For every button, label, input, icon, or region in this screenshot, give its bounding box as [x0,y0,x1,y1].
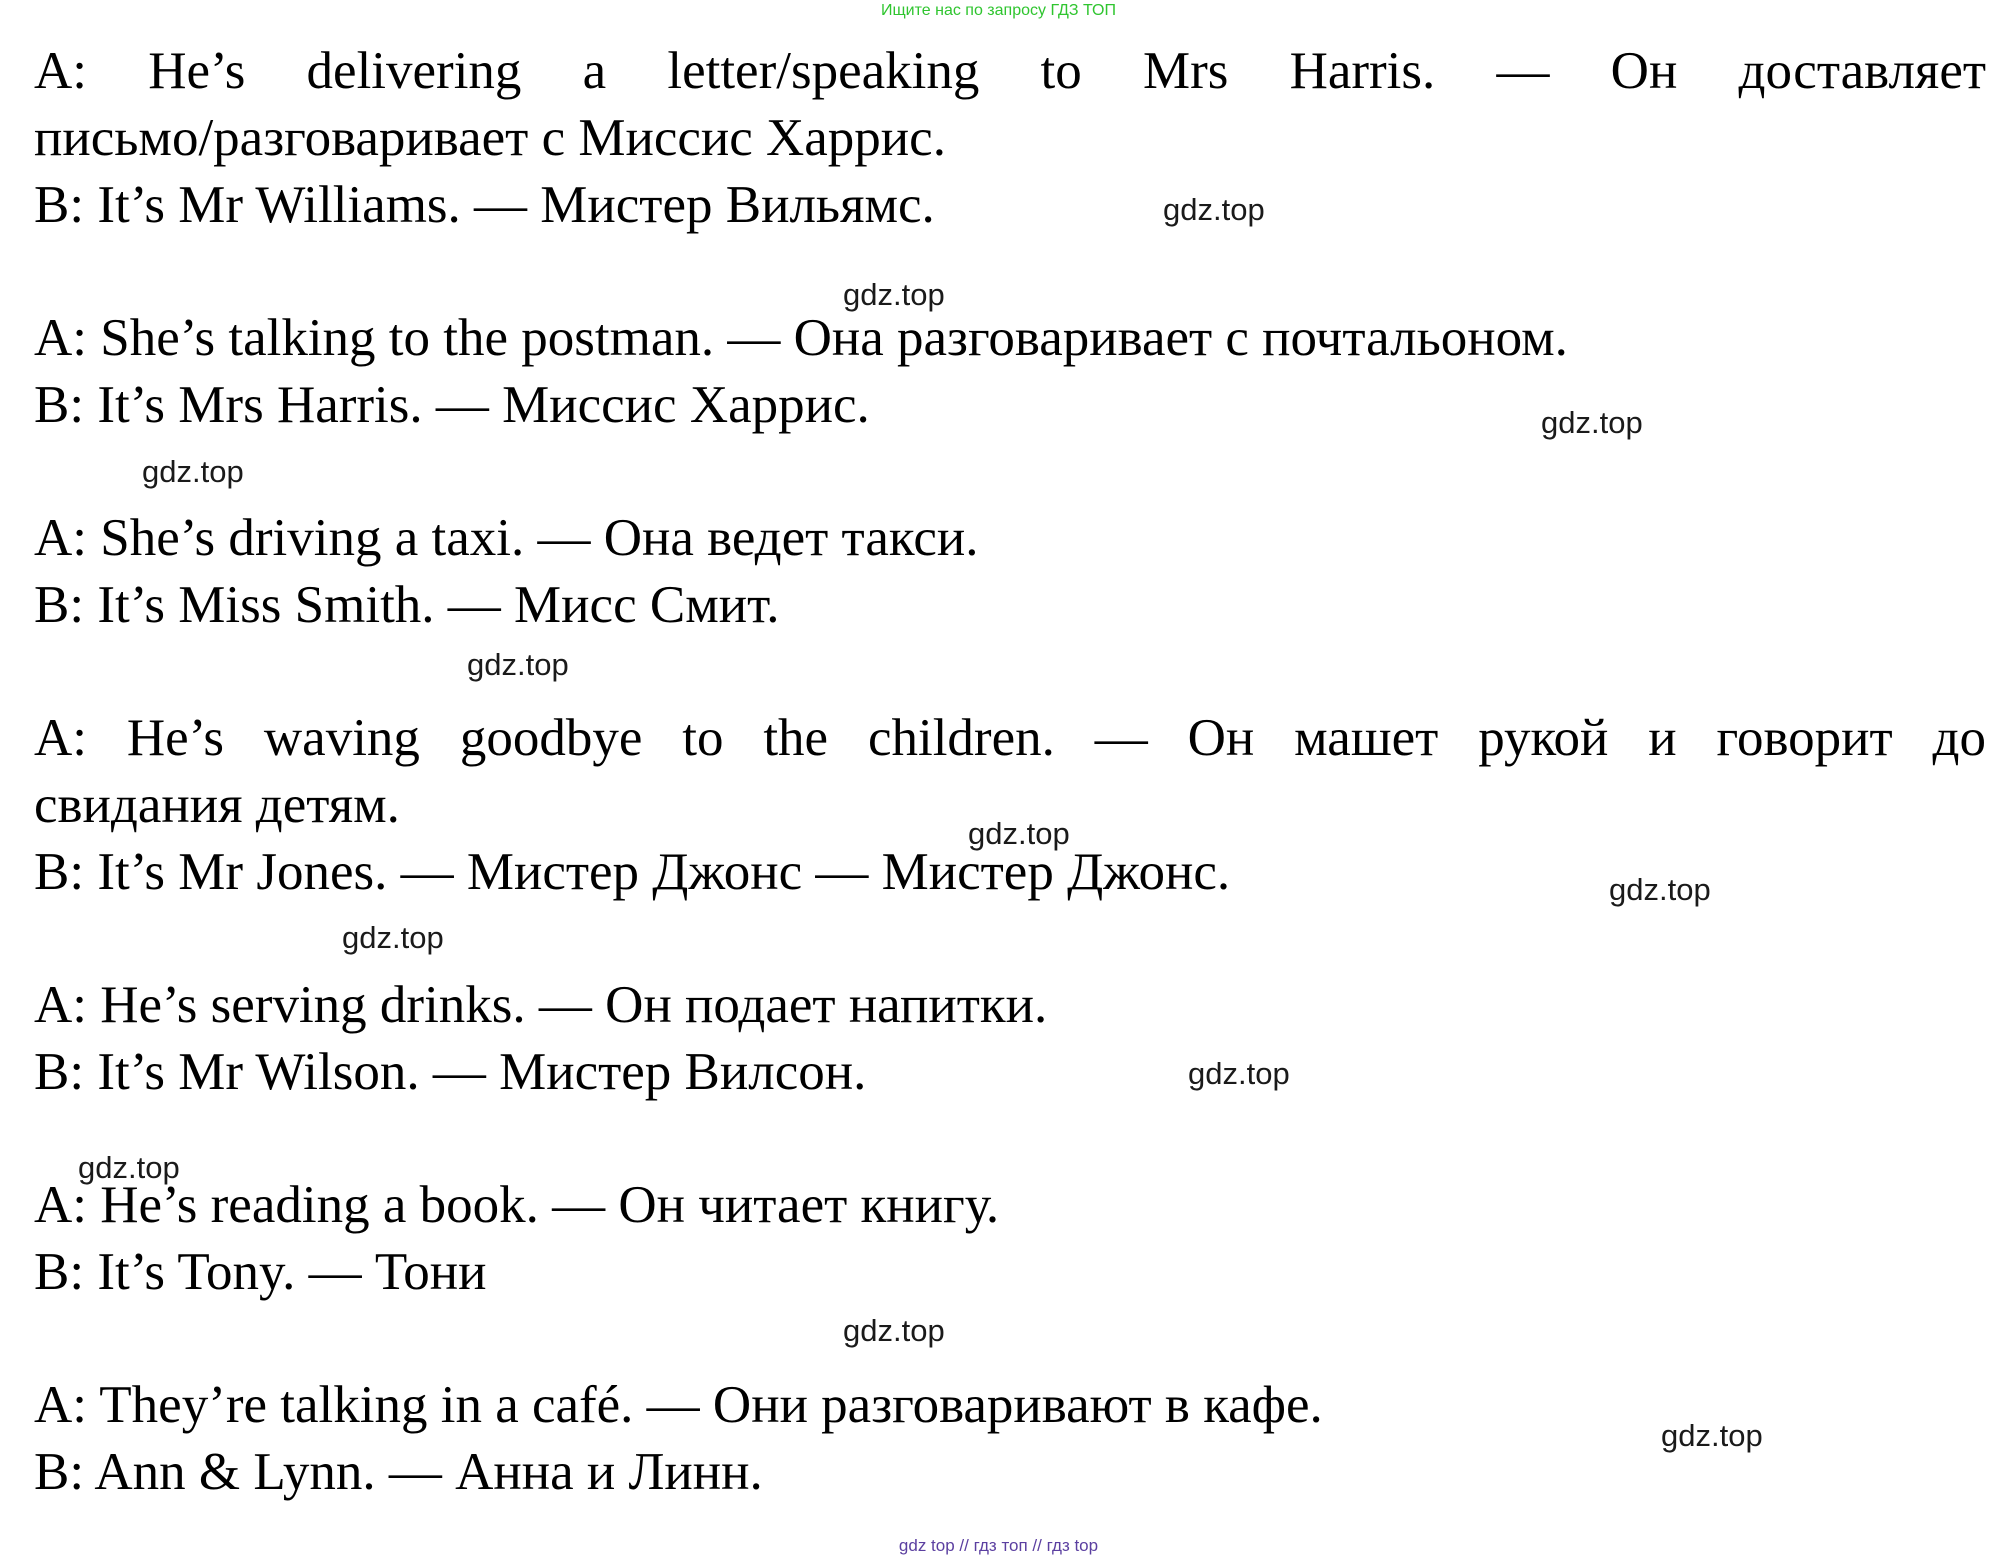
answer-a-line: A: She’s talking to the postman. — Она разговаривает с почтальоном. [34,309,1568,367]
answer-a [34,38,1986,172]
answer-a-line-2: письмо/разговаривает с Миссис Харрис. [34,109,946,167]
watermark: gdz.top [968,816,1070,851]
watermark: gdz.top [1163,192,1265,227]
answer-a-line: A: He’s reading a book. — Он читает книгу. [34,1176,1000,1234]
answer-a-line-2: свидания детям. [34,776,400,834]
dialogue-1 [34,38,1986,239]
watermark: gdz.top [1541,405,1643,440]
answer-a-line: A: They’re talking in a café. — Они разговаривают в кафе. [34,1376,1323,1434]
watermark: gdz.top [342,920,444,955]
watermark: gdz.top [1661,1418,1763,1453]
answer-b-line: B: It’s Mrs Harris. — Миссис Харрис. [34,376,870,434]
answer-b-line: B: It’s Miss Smith. — Мисс Смит. [34,576,780,634]
answer-b [34,372,1986,439]
answer-a [34,505,1986,572]
watermark: gdz.top [1188,1056,1290,1091]
answer-b-line: B: It’s Tony. — Тони [34,1243,487,1301]
answer-b [34,572,1986,639]
dialogue-3 [34,505,1986,639]
answer-a [34,305,1986,372]
watermark: gdz.top [843,1313,945,1348]
answer-a-line-1: A: He’s delivering a letter/speaking to Mrs Harris. — Он доставляет [34,42,1986,100]
dialogue-5 [34,972,1986,1106]
answer-b-line: B: It’s Mr Jones. — Мистер Джонс — Мистер Джонс. [34,843,1231,901]
answer-a-line: A: He’s serving drinks. — Он подает напитки. [34,976,1048,1034]
header-note: Ищите нас по запросу ГДЗ ТОП [881,2,1116,19]
watermark: gdz.top [78,1150,180,1185]
answer-b [34,1239,1986,1306]
answer-b [34,1039,1986,1106]
answer-a [34,1172,1986,1239]
answer-a [34,972,1986,1039]
answer-b-line: B: Ann & Lynn. — Анна и Линн. [34,1443,763,1501]
answer-a-line: A: She’s driving a taxi. — Она ведет такси. [34,509,979,567]
answer-b-line: B: It’s Mr Williams. — Мистер Вильямс. [34,176,935,234]
answer-a-line-1: A: He’s waving goodbye to the children. — Он машет рукой и говорит до [34,709,1986,767]
dialogue-6 [34,1172,1986,1306]
watermark: gdz.top [142,454,244,489]
answer-b [34,172,1986,239]
watermark: gdz.top [1609,872,1711,907]
dialogue-2 [34,305,1986,439]
footer-links: gdz top // гдз топ // гдз top [898,1536,1099,1555]
answer-b-line: B: It’s Mr Wilson. — Мистер Вилсон. [34,1043,867,1101]
document-body [34,38,1986,1506]
watermark: gdz.top [467,647,569,682]
watermark: gdz.top [843,277,945,312]
